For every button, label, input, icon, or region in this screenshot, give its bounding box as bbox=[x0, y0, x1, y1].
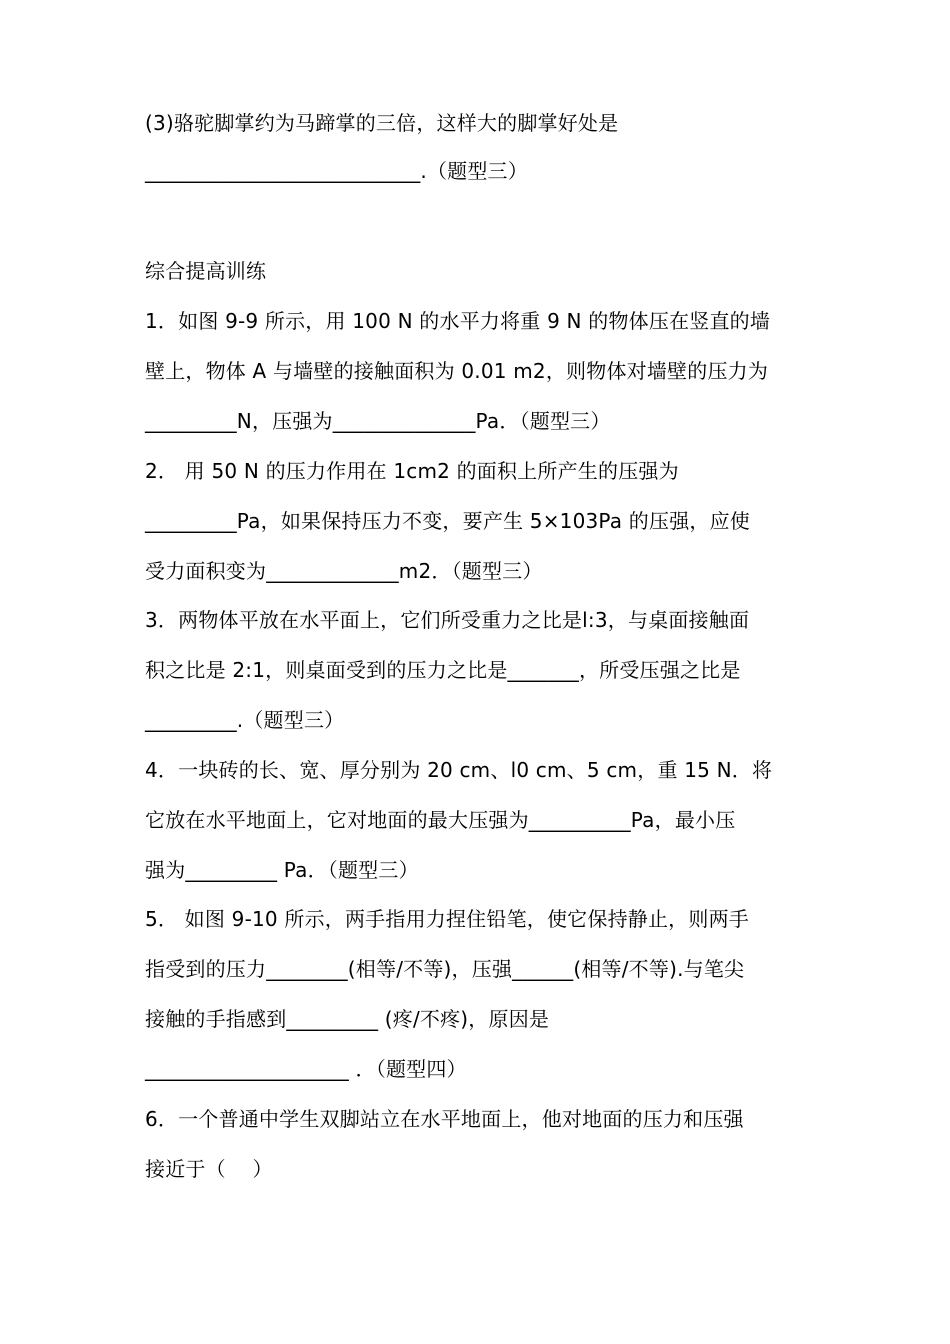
question-4-line1: 4．一块砖的长、宽、厚分别为 20 cm、l0 cm、5 cm，重 15 N．将 bbox=[145, 758, 773, 782]
question-1-line1: 1．如图 9-9 所示，用 100 N 的水平力将重 9 N 的物体压在竖直的墙 bbox=[145, 309, 771, 333]
question-6-line2: 接近于（ ） bbox=[145, 1157, 273, 1181]
question-3-line2: 积之比是 2:1，则桌面受到的压力之比是_______，所受压强之比是 bbox=[145, 658, 741, 682]
question-5-line3: 接触的手指感到_________ (疼/不疼)，原因是 bbox=[145, 1007, 550, 1031]
question-2-line3: 受力面积变为_____________m2．（题型三） bbox=[145, 559, 543, 583]
question-3-line3: _________.（题型三） bbox=[145, 708, 345, 732]
question-2-line1: 2． 用 50 N 的压力作用在 1cm2 的面积上所产生的压强为 bbox=[145, 459, 679, 483]
question-3-sub3-line2: ___________________________.（题型三） bbox=[145, 159, 528, 183]
section-heading: 综合提高训练 bbox=[145, 259, 267, 283]
question-5-line2: 指受到的压力________(相等/不等)，压强______(相等/不等).与笔尖 bbox=[145, 957, 745, 981]
question-1-line2: 壁上，物体 A 与墙壁的接触面积为 0.01 m2，则物体对墙壁的压力为 bbox=[145, 359, 769, 383]
question-3-sub3-line1: (3)骆驼脚掌约为马蹄掌的三倍，这样大的脚掌好处是 bbox=[145, 111, 619, 135]
question-6-line1: 6．一个普通中学生双脚站立在水平地面上，他对地面的压力和压强 bbox=[145, 1107, 744, 1131]
question-2-line2: _________Pa，如果保持压力不变，要产生 5×103Pa 的压强，应使 bbox=[145, 509, 751, 533]
question-5-line4: ____________________ ．（题型四） bbox=[145, 1057, 467, 1081]
question-1-line3: _________N，压强为______________Pa．（题型三） bbox=[145, 409, 611, 433]
question-5-line1: 5． 如图 9-10 所示，两手指用力捏住铅笔，使它保持静止，则两手 bbox=[145, 907, 749, 931]
question-3-line1: 3．两物体平放在水平面上，它们所受重力之比是l:3，与桌面接触面 bbox=[145, 608, 750, 632]
question-4-line3: 强为_________ Pa．（题型三） bbox=[145, 858, 419, 882]
question-4-line2: 它放在水平地面上，它对地面的最大压强为__________Pa，最小压 bbox=[145, 808, 736, 832]
